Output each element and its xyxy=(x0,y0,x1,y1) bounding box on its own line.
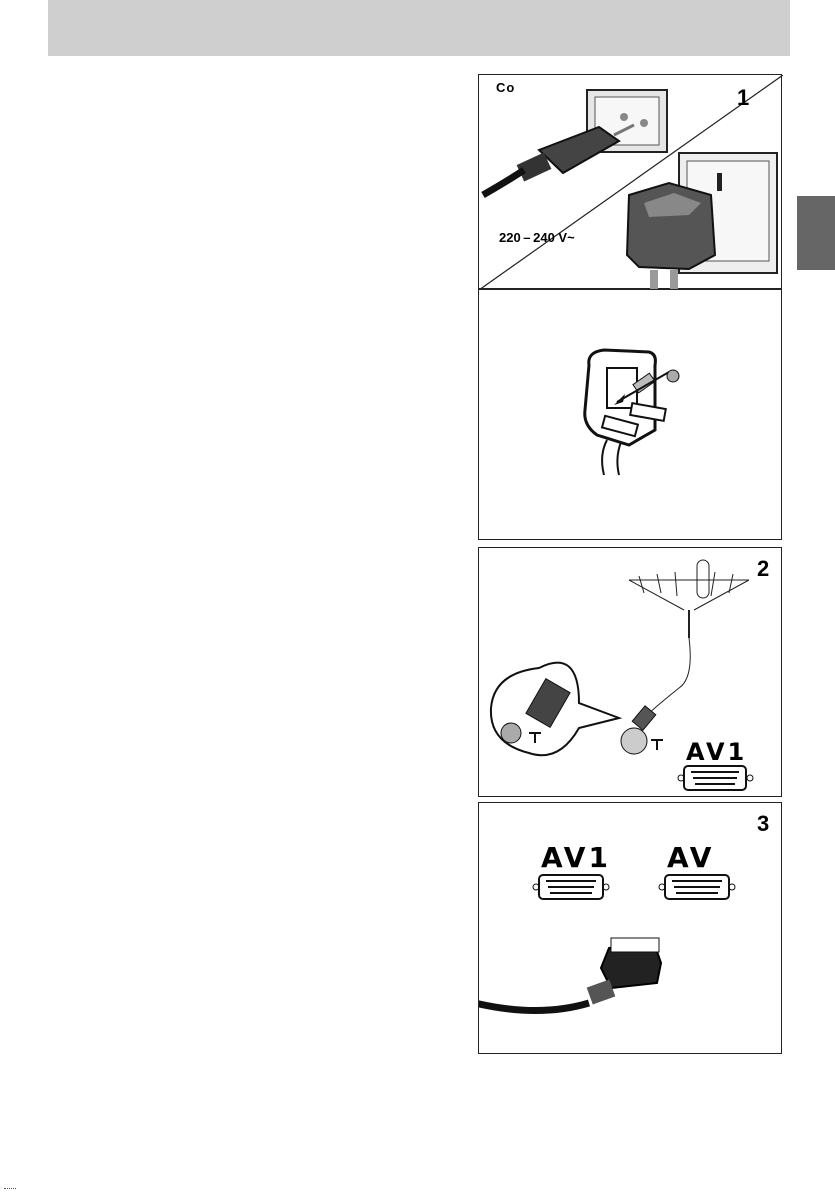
av-socket-label: AV xyxy=(667,841,715,874)
step-number-3: 3 xyxy=(757,811,770,836)
step-number-2: 2 xyxy=(757,556,770,581)
av1-socket-label: AV1 xyxy=(686,738,748,766)
av1-socket-label-2: AV1 xyxy=(541,841,611,874)
header-bar xyxy=(48,0,790,56)
panel1-top-label: Co xyxy=(496,80,516,95)
panel-aerial-connection xyxy=(478,547,782,797)
section-tab-marker xyxy=(797,196,835,270)
page-footer-mark xyxy=(4,1188,16,1191)
uk-plug-fuse-illustration xyxy=(479,290,783,541)
panel-mains-connection xyxy=(478,74,782,289)
scart-illustration xyxy=(479,803,783,1055)
voltage-label: 220 – 240 V~ xyxy=(499,230,575,245)
panel-scart-connection xyxy=(478,802,782,1054)
step-number-1: 1 xyxy=(737,85,750,110)
panel-uk-plug-fuse xyxy=(478,289,782,540)
